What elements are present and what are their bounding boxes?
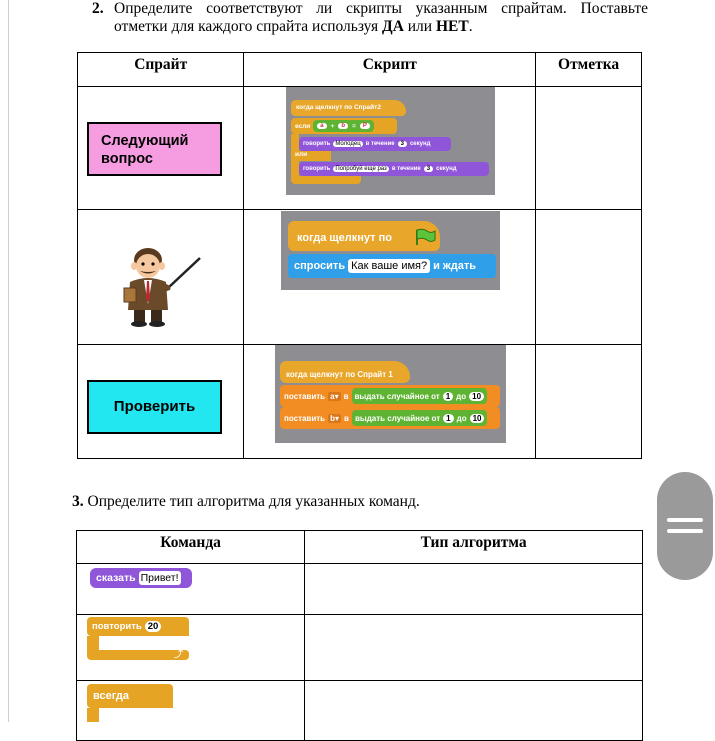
hat-target: Спрайт 1 xyxy=(357,370,393,379)
pointer-stick xyxy=(168,258,200,288)
random-label: выдать случайное от xyxy=(354,413,441,423)
cond-b: b xyxy=(338,123,348,129)
say-text: Молодец xyxy=(335,141,361,147)
hat-target: Спрайт2 xyxy=(353,104,381,111)
forever-head xyxy=(87,684,173,708)
if-foot xyxy=(291,176,361,184)
random-label: выдать случайное от xyxy=(354,391,440,401)
handle-line xyxy=(667,529,703,533)
random-from: 1 xyxy=(443,392,453,401)
mark-cell[interactable] xyxy=(536,345,642,459)
cond-plus: + xyxy=(330,122,335,130)
answer-cell[interactable] xyxy=(305,681,643,741)
period: . xyxy=(468,18,473,35)
say-text: Попробуй еще раз xyxy=(335,166,387,172)
hat-block xyxy=(280,361,410,383)
task3-number: 3. xyxy=(72,493,84,510)
hat-block xyxy=(291,100,406,116)
say-label: говорить xyxy=(303,166,331,172)
say-block-2 xyxy=(299,162,489,176)
var-name: a xyxy=(330,391,335,401)
say-duration-label: в течение xyxy=(365,141,395,147)
repeat-foot: ⤴ xyxy=(87,650,189,660)
ask-label: спросить xyxy=(294,260,346,272)
repeat-block xyxy=(87,617,189,660)
set-block-1 xyxy=(280,385,500,407)
set-label: поставить xyxy=(284,413,326,423)
say-unit: секунд xyxy=(436,166,457,172)
script-image-1 xyxy=(286,87,495,195)
forever-arm xyxy=(87,708,99,722)
drag-handle-icon[interactable] xyxy=(657,472,713,580)
task2-line2-text: отметки для каждого спрайта используя xyxy=(114,18,383,35)
say-seconds: 3 xyxy=(424,166,433,172)
condition xyxy=(313,120,374,132)
header-algorithm-type: Тип алгоритма xyxy=(305,531,643,564)
say-seconds: 3 xyxy=(398,141,407,147)
hat-label: когда щелкнут по xyxy=(286,370,356,379)
mark-cell[interactable] xyxy=(536,210,642,345)
task3-text xyxy=(72,493,420,511)
var-name: b xyxy=(330,413,335,423)
face xyxy=(136,254,160,278)
say-duration-label: в течение xyxy=(391,166,421,172)
no-word: НЕТ xyxy=(435,18,469,35)
handle-line xyxy=(667,518,703,522)
sprite-check xyxy=(87,380,222,434)
cond-a: a xyxy=(317,123,326,129)
say-block-1 xyxy=(299,137,451,151)
table-header-row xyxy=(78,53,642,87)
cond-equals: = xyxy=(352,122,356,130)
answer-cell[interactable] xyxy=(305,564,643,615)
or-word: или xyxy=(403,18,436,35)
random-block xyxy=(352,388,488,404)
say-block xyxy=(90,568,192,588)
header-command: Команда xyxy=(77,531,305,564)
hat-label: когда щелкнут по xyxy=(296,104,353,111)
task3-line: Определите тип алгоритма для указанных команд. xyxy=(83,493,420,510)
set-in-label: в xyxy=(344,413,349,423)
forever-block xyxy=(87,684,173,722)
sprite-next-question xyxy=(87,122,222,176)
header-sprite: Спрайт xyxy=(78,53,244,87)
say-label: говорить xyxy=(303,141,331,147)
random-to: 10 xyxy=(469,392,484,401)
task2-line2 xyxy=(114,18,648,36)
yes-word: ДА xyxy=(382,18,404,35)
repeat-label: повторить xyxy=(92,621,142,632)
script-image-2 xyxy=(281,211,500,290)
if-label: если xyxy=(295,122,311,130)
sprite-label-line2: вопрос xyxy=(101,151,153,167)
mark-cell[interactable] xyxy=(536,87,642,210)
repeat-arm xyxy=(87,636,99,650)
random-to: 10 xyxy=(470,414,485,423)
page-edge xyxy=(8,0,9,722)
book xyxy=(124,288,136,302)
hat-block xyxy=(288,221,440,251)
teacher-icon xyxy=(114,242,204,330)
ask-text: Как ваше имя? xyxy=(348,259,430,273)
task2-number: 2. xyxy=(92,0,104,17)
say-text: Привет! xyxy=(140,572,179,584)
task2-line1: Определите соответствуют ли скрипты указанным спрайтам. Поставьте xyxy=(114,0,648,17)
ask-end-label: и ждать xyxy=(433,260,476,272)
set-block-2 xyxy=(280,407,500,429)
header-script: Скрипт xyxy=(244,53,536,87)
random-from: 1 xyxy=(443,414,453,423)
else-label: или xyxy=(291,151,331,161)
hat-label: когда щелкнут по xyxy=(297,232,392,244)
if-block xyxy=(291,118,397,134)
set-in-label: в xyxy=(343,391,349,401)
forever-label: всегда xyxy=(93,690,129,702)
random-to-label: до xyxy=(456,391,467,401)
sprite-label-line1: Следующий xyxy=(101,133,189,149)
header-mark: Отметка xyxy=(536,53,642,87)
script-image-3 xyxy=(275,345,506,443)
ask-block xyxy=(288,254,496,278)
var-dropdown: a▾ xyxy=(330,391,339,401)
say-label: сказать xyxy=(96,572,136,584)
say-unit: секунд xyxy=(409,141,431,147)
repeat-count: 20 xyxy=(145,621,162,632)
table-header-row xyxy=(77,531,643,564)
green-flag-icon xyxy=(414,228,436,246)
repeat-head xyxy=(87,617,189,636)
set-label: поставить xyxy=(284,391,326,401)
answer-cell[interactable] xyxy=(305,615,643,681)
sprite-label: Проверить xyxy=(113,398,196,415)
task2-text xyxy=(92,0,648,36)
random-block xyxy=(352,410,488,426)
var-dropdown: b▾ xyxy=(330,413,340,423)
cond-c: P xyxy=(360,123,370,129)
random-to-label: до xyxy=(456,413,467,423)
